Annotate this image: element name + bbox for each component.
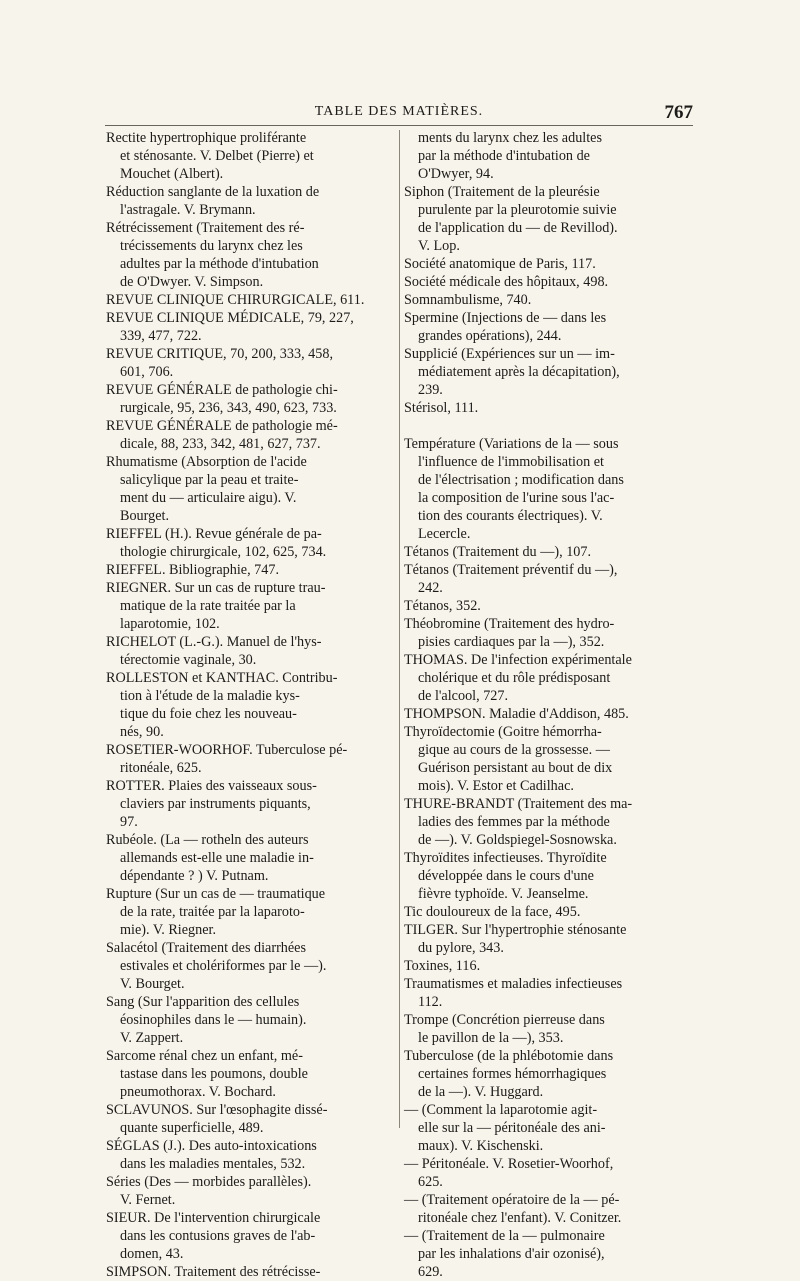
index-line: 97. — [120, 814, 138, 830]
index-line: la composition de l'urine sous l'ac- — [418, 490, 615, 506]
right-column — [404, 129, 694, 1280]
index-line: 625. — [418, 1174, 443, 1190]
index-line: Société anatomique de Paris, 117. — [404, 256, 596, 272]
index-line: Rectite hypertrophique proliférante — [106, 130, 307, 146]
index-line: Rhumatisme (Absorption de l'acide — [106, 454, 307, 470]
index-line: Température (Variations de la — sous — [404, 436, 619, 452]
index-line: Traumatismes et maladies infectieuses — [404, 976, 623, 992]
index-line: développée dans le cours d'une — [418, 868, 594, 884]
index-line: RIEGNER. Sur un cas de rupture trau- — [106, 580, 326, 596]
index-line: térectomie vaginale, 30. — [120, 652, 257, 668]
index-line: REVUE GÉNÉRALE de pathologie mé- — [106, 418, 338, 434]
index-line: Salacétol (Traitement des diarrhées — [106, 940, 307, 956]
index-line: SIEUR. De l'intervention chirurgicale — [106, 1210, 321, 1226]
index-line: THOMAS. De l'infection expérimentale — [404, 652, 632, 668]
index-line: V. Lop. — [418, 238, 460, 254]
index-line: V. Bourget. — [120, 976, 185, 992]
index-line: dépendante ? ) V. Putnam. — [120, 868, 269, 884]
index-line: de l'électrisation ; modification dans — [418, 472, 624, 488]
index-line: gique au cours de la grossesse. — — [418, 742, 610, 758]
index-line: — (Traitement opératoire de la — pé- — [404, 1192, 620, 1208]
index-line: Stérisol, 111. — [404, 400, 479, 416]
index-line: de —). V. Goldspiegel-Sosnowska. — [418, 832, 617, 848]
index-line: Tétanos, 352. — [404, 598, 481, 614]
index-line: grandes opérations), 244. — [418, 328, 562, 344]
index-line: O'Dwyer, 94. — [418, 166, 494, 182]
index-line: éosinophiles dans le — humain). — [120, 1012, 307, 1028]
index-line: ment du — articulaire aigu). V. — [120, 490, 297, 506]
index-line: Sarcome rénal chez un enfant, mé- — [106, 1048, 303, 1064]
index-line: tion à l'étude de la maladie kys- — [120, 688, 300, 704]
index-line: — (Comment la laparotomie agit- — [404, 1102, 598, 1118]
index-line: Tétanos (Traitement préventif du —), — [404, 562, 618, 578]
index-line: SÉGLAS (J.). Des auto-intoxications — [106, 1138, 317, 1154]
index-line: Sang (Sur l'apparition des cellules — [106, 994, 300, 1010]
index-line: tion des courants électriques). V. — [418, 508, 603, 524]
index-line: domen, 43. — [120, 1246, 184, 1262]
index-line: Rupture (Sur un cas de — traumatique — [106, 886, 326, 902]
index-line: 239. — [418, 382, 443, 398]
index-line: Séries (Des — morbides parallèles). — [106, 1174, 312, 1190]
index-line: SCLAVUNOS. Sur l'œsophagite dissé- — [106, 1102, 328, 1118]
index-line: Rétrécissement (Traitement des ré- — [106, 220, 305, 236]
index-line: Trompe (Concrétion pierreuse dans — [404, 1012, 605, 1028]
index-line — [404, 417, 694, 435]
index-line: Thyroïdectomie (Goitre hémorrha- — [404, 724, 602, 740]
index-line: salicylique par la peau et traite- — [120, 472, 299, 488]
index-line: tastase dans les poumons, double — [120, 1066, 308, 1082]
index-line: Thyroïdites infectieuses. Thyroïdite — [404, 850, 607, 866]
index-line: ments du larynx chez les adultes — [418, 130, 602, 146]
index-line: dans les maladies mentales, 532. — [120, 1156, 306, 1172]
index-line: ladies des femmes par la méthode — [418, 814, 610, 830]
index-line: ROTTER. Plaies des vaisseaux sous- — [106, 778, 317, 794]
index-line: dans les contusions graves de l'ab- — [120, 1228, 316, 1244]
index-line: laparotomie, 102. — [120, 616, 220, 632]
index-line: — (Traitement de la — pulmonaire — [404, 1228, 605, 1244]
index-line: pisies cardiaques par la —), 352. — [418, 634, 605, 650]
index-line: l'astragale. V. Brymann. — [120, 202, 256, 218]
index-line: cholérique et du rôle prédisposant — [418, 670, 611, 686]
index-line: thologie chirurgicale, 102, 625, 734. — [120, 544, 327, 560]
index-line: 112. — [418, 994, 443, 1010]
index-line: ritonéale, 625. — [120, 760, 202, 776]
index-line: RIEFFEL. Bibliographie, 747. — [106, 562, 280, 578]
column-divider — [399, 130, 400, 1128]
index-line: RICHELOT (L.-G.). Manuel de l'hys- — [106, 634, 322, 650]
index-line: Société médicale des hôpitaux, 498. — [404, 274, 609, 290]
index-line: de l'alcool, 727. — [418, 688, 509, 704]
index-line: médiatement après la décapitation), — [418, 364, 620, 380]
index-line: et sténosante. V. Delbet (Pierre) et — [120, 148, 314, 164]
index-line: trécissements du larynx chez les — [120, 238, 303, 254]
index-line: Bourget. — [120, 508, 169, 524]
index-line: matique de la rate traitée par la — [120, 598, 296, 614]
index-line: de O'Dwyer. V. Simpson. — [120, 274, 264, 290]
index-line: rurgicale, 95, 236, 343, 490, 623, 733. — [120, 400, 337, 416]
index-line: ritonéale chez l'enfant). V. Conitzer. — [418, 1210, 622, 1226]
index-line: tique du foie chez les nouveau- — [120, 706, 297, 722]
index-line: Tétanos (Traitement du —), 107. — [404, 544, 592, 560]
index-line: REVUE CLINIQUE MÉDICALE, 79, 227, — [106, 310, 354, 326]
index-line: Supplicié (Expériences sur un — im- — [404, 346, 615, 362]
running-title: TABLE DES MATIÈRES. — [314, 104, 484, 119]
index-line: pneumothorax. V. Bochard. — [120, 1084, 276, 1100]
index-line: dicale, 88, 233, 342, 481, 627, 737. — [120, 436, 321, 452]
index-line: mie). V. Riegner. — [120, 922, 217, 938]
index-line: Spermine (Injections de — dans les — [404, 310, 607, 326]
index-line: par la méthode d'intubation de — [418, 148, 590, 164]
index-line: REVUE GÉNÉRALE de pathologie chi- — [106, 382, 338, 398]
index-line: RIEFFEL (H.). Revue générale de pa- — [106, 526, 322, 542]
index-line: Toxines, 116. — [404, 958, 481, 974]
index-line: Guérison persistant au bout de dix — [418, 760, 613, 776]
index-line: mois). V. Estor et Cadilhac. — [418, 778, 574, 794]
index-line: Somnambulisme, 740. — [404, 292, 532, 308]
index-line: claviers par instruments piquants, — [120, 796, 311, 812]
index-line: estivales et cholériformes par le —). — [120, 958, 327, 974]
index-line: fièvre typhoïde. V. Jeanselme. — [418, 886, 589, 902]
index-line: 601, 706. — [120, 364, 174, 380]
index-line: maux). V. Kischenski. — [418, 1138, 544, 1154]
header-rule — [105, 125, 693, 126]
running-head — [105, 102, 693, 122]
index-line: 242. — [418, 580, 443, 596]
index-line: THURE-BRANDT (Traitement des ma- — [404, 796, 633, 812]
index-line: le pavillon de la —), 353. — [418, 1030, 564, 1046]
index-line: Rubéole. (La — rotheln des auteurs — [106, 832, 309, 848]
index-line: allemands est-elle une maladie in- — [120, 850, 314, 866]
index-line: Tic douloureux de la face, 495. — [404, 904, 581, 920]
index-line: l'influence de l'immobilisation et — [418, 454, 604, 470]
index-line: 339, 477, 722. — [120, 328, 202, 344]
index-line: SIMPSON. Traitement des rétrécisse- — [106, 1264, 321, 1280]
index-line: Tuberculose (de la phlébotomie dans — [404, 1048, 614, 1064]
index-line: V. Fernet. — [120, 1192, 176, 1208]
index-line: elle sur la — péritonéale des ani- — [418, 1120, 606, 1136]
index-line: TILGER. Sur l'hypertrophie sténosante — [404, 922, 627, 938]
index-line: REVUE CRITIQUE, 70, 200, 333, 458, — [106, 346, 333, 362]
index-line: Réduction sanglante de la luxation de — [106, 184, 320, 200]
index-line: Mouchet (Albert). — [120, 166, 224, 182]
index-line: quante superficielle, 489. — [120, 1120, 264, 1136]
index-line: purulente par la pleurotomie suivie — [418, 202, 617, 218]
index-line: de la —). V. Huggard. — [418, 1084, 544, 1100]
index-line: — Péritonéale. V. Rosetier-Woorhof, — [404, 1156, 614, 1172]
index-line: de la rate, traitée par la laparoto- — [120, 904, 305, 920]
index-line: certaines formes hémorrhagiques — [418, 1066, 607, 1082]
index-line: 629. — [418, 1264, 443, 1280]
index-line: Théobromine (Traitement des hydro- — [404, 616, 615, 632]
index-line: Lecercle. — [418, 526, 471, 542]
index-line: par les inhalations d'air ozonisé), — [418, 1246, 605, 1262]
left-column — [106, 129, 394, 1280]
index-line: du pylore, 343. — [418, 940, 504, 956]
index-line: Siphon (Traitement de la pleurésie — [404, 184, 600, 200]
index-line: THOMPSON. Maladie d'Addison, 485. — [404, 706, 629, 722]
index-line: de l'application du — de Revillod). — [418, 220, 618, 236]
index-line: adultes par la méthode d'intubation — [120, 256, 319, 272]
index-line: nés, 90. — [120, 724, 164, 740]
index-line: ROSETIER-WOORHOF. Tuberculose pé- — [106, 742, 348, 758]
index-line: ROLLESTON et KANTHAC. Contribu- — [106, 670, 338, 686]
page-number: 767 — [664, 102, 693, 123]
index-line: V. Zappert. — [120, 1030, 184, 1046]
index-line: REVUE CLINIQUE CHIRURGICALE, 611. — [106, 292, 365, 308]
